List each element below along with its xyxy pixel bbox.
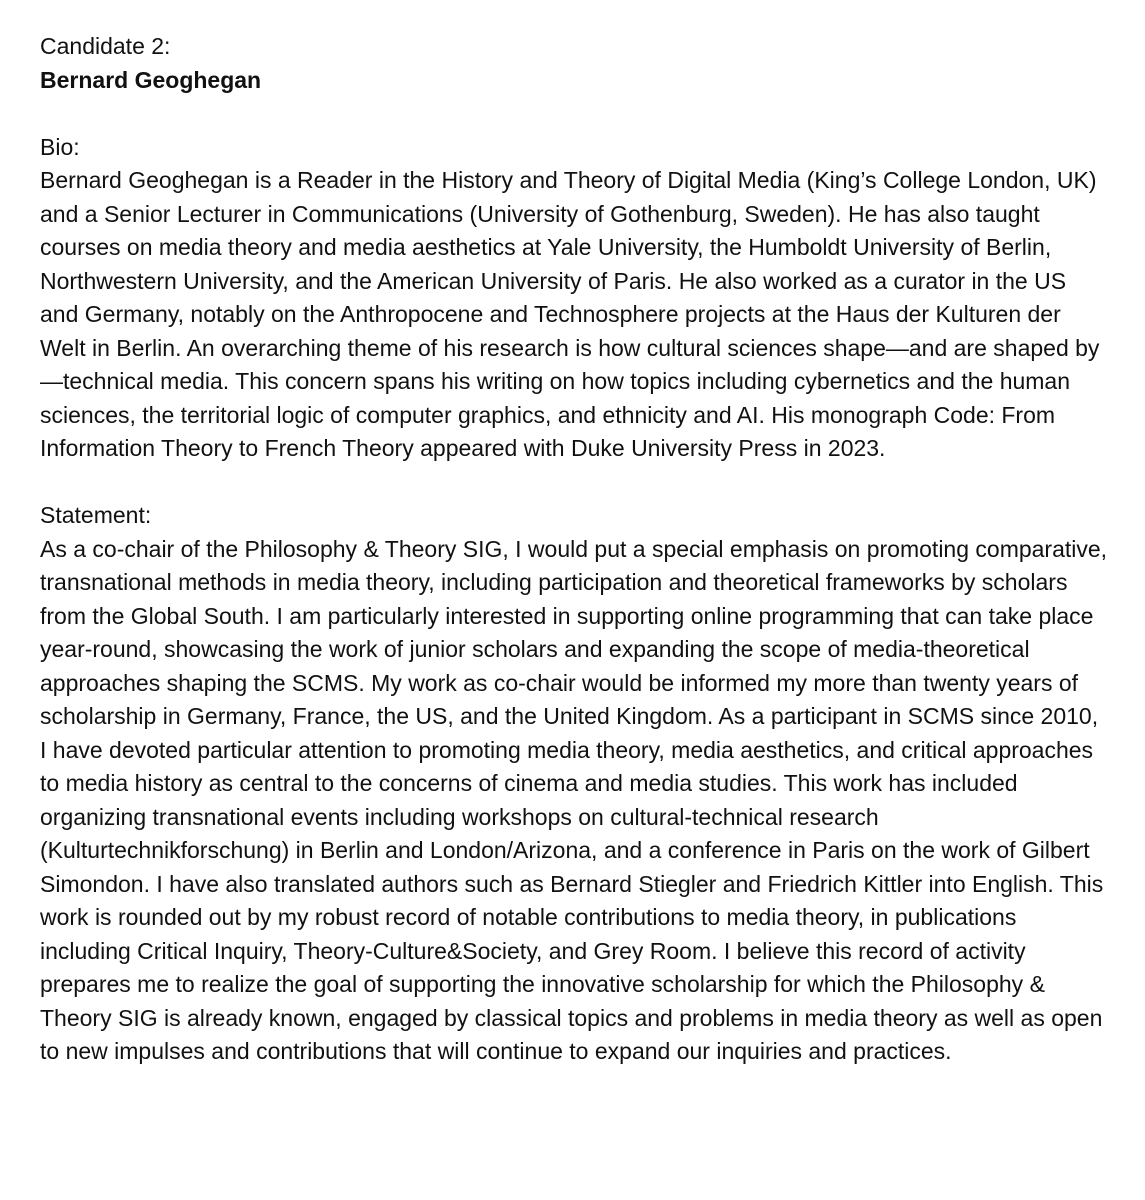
candidate-document <box>40 30 1110 1069</box>
statement-heading: Statement: <box>40 502 152 528</box>
bio-heading: Bio: <box>40 133 80 160</box>
section-spacer <box>40 466 1110 500</box>
candidate-name: Bernard Geoghegan <box>40 66 262 93</box>
section-spacer <box>40 97 1110 131</box>
statement-text: As a co-chair of the Philosophy & Theory SIG, I would put a special emphasis on promoting comparative, transnational methods in media theory, including participation and theoretical frameworks by scholars from the Global South. I am particularly interested in supporting online programming that can take place year-round, showcasing the work of junior scholars and expanding the scope of media-theoretical approaches shaping the SCMS. My work as co-chair would be informed my more than twenty years of scholarship in Germany, France, the US, and the United Kingdom. As a participant in SCMS since 2010, I have devoted particular attention to promoting media theory, media aesthetics, and critical approaches to media history as central to the concerns of cinema and media studies. This work has included organizing transnational events including workshops on cultural-technical research (Kulturtechnikforschung) in Berlin and London/Arizona, and a conference in Paris on the work of Gilbert Simondon. I have also translated authors such as Bernard Stiegler and Friedrich Kittler into English. This work is rounded out by my robust record of notable contributions to media theory, in publications including Critical Inquiry, Theory-Culture&Society, and Grey Room. I believe this record of activity prepares me to realize the goal of supporting the innovative scholarship for which the Philosophy & Theory SIG is already known, engaged by classical topics and problems in media theory as well as open to new impulses and contributions that will continue to expand our inquiries and practices. <box>40 535 1108 1064</box>
candidate-label: Candidate 2: <box>40 33 171 59</box>
bio-text: Bernard Geoghegan is a Reader in the History and Theory of Digital Media (King’s College London, UK) and a Senior Lecturer in Communications (University of Gothenburg, Sweden). He has also taught courses on media theory and media aesthetics at Yale University, the Humboldt University of Berlin, Northwestern University, and the American University of Paris. He also worked as a curator in the US and Germany, notably on the Anthropocene and Technosphere projects at the Haus der Kulturen der Welt in Berlin. An overarching theme of his research is how cultural sciences shape—and are shaped by—technical media. This concern spans his writing on how topics including cybernetics and the human sciences, the territorial logic of computer graphics, and ethnicity and AI. His monograph Code: From Information Theory to French Theory appeared with Duke University Press in 2023. <box>40 167 1100 461</box>
